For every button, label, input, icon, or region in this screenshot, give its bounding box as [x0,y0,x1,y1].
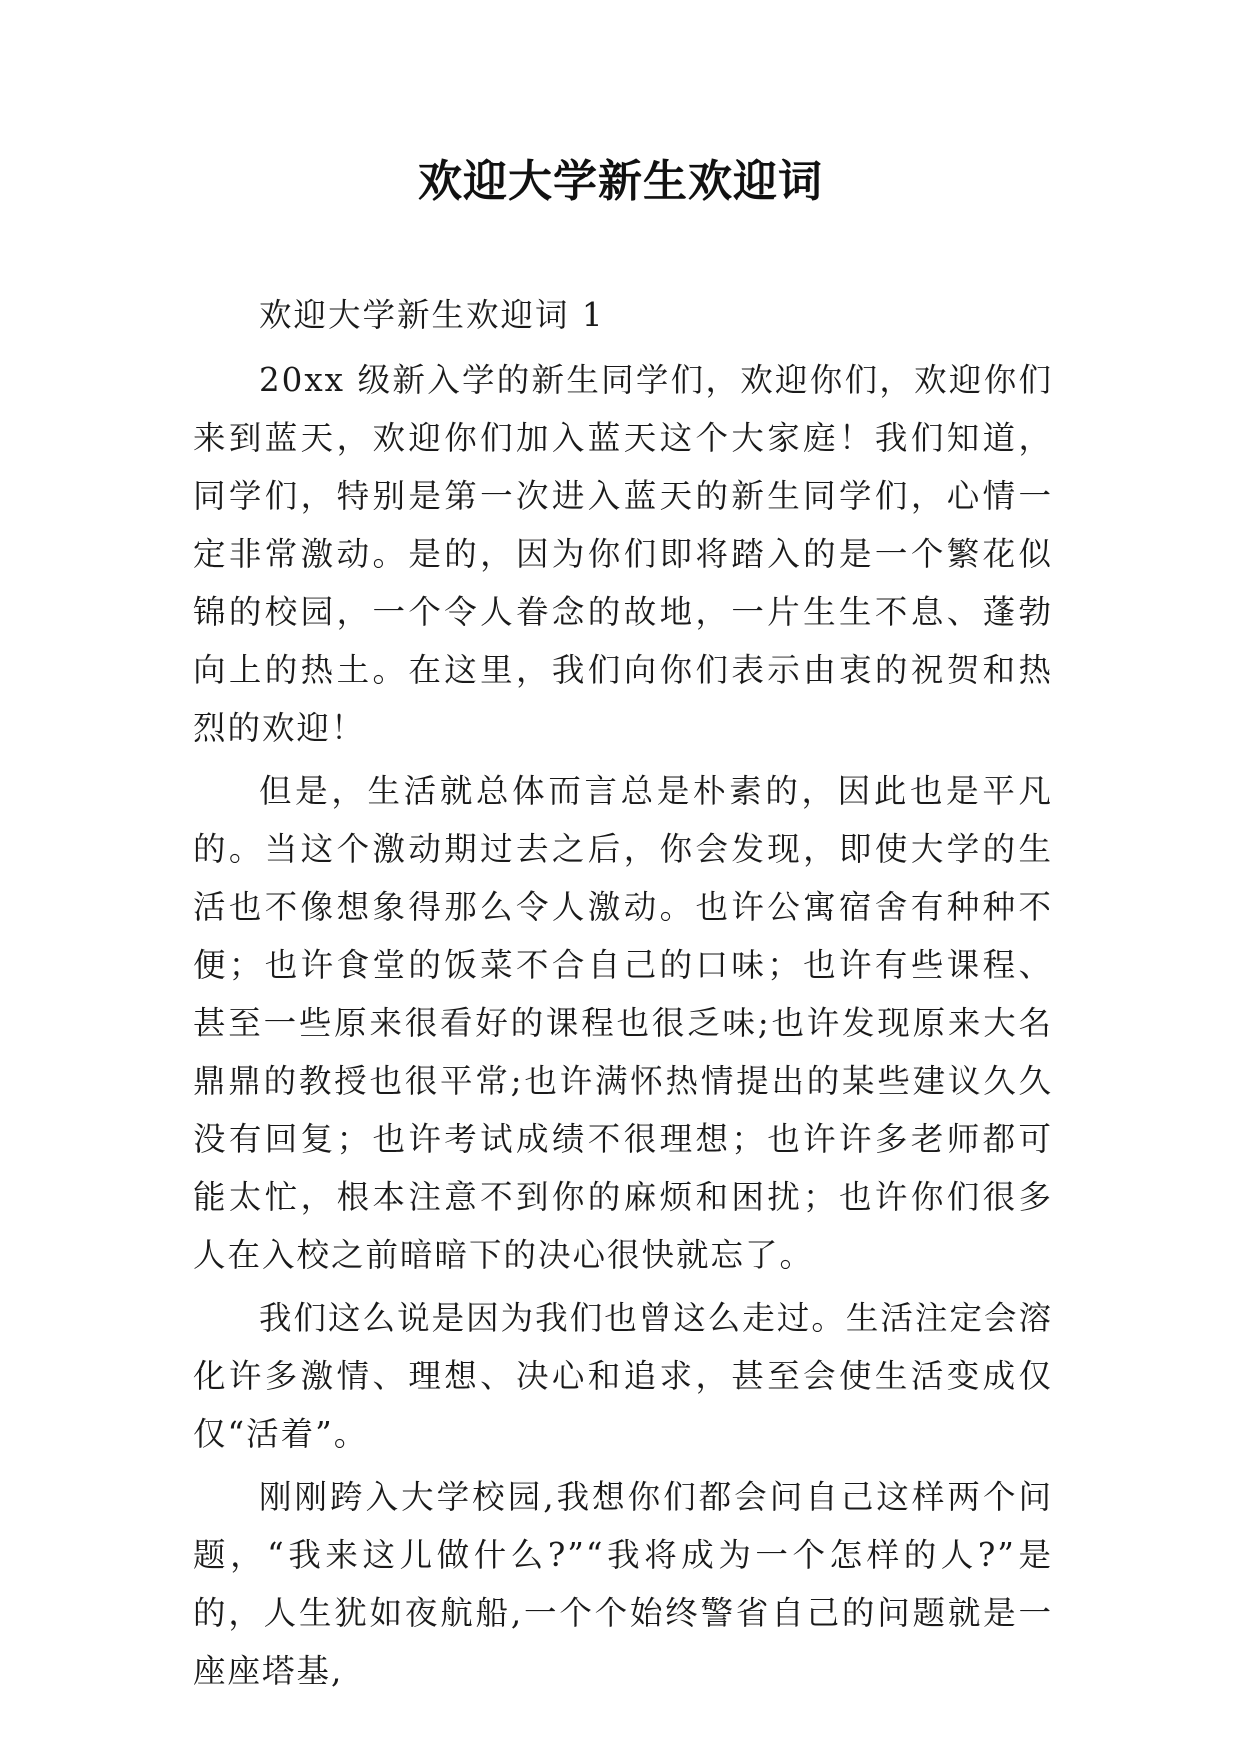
paragraph-ordinary-life: 但是，生活就总体而言总是朴素的，因此也是平凡的。当这个激动期过去之后，你会发现，即使大学的生活也不像想象得那么令人激动。也许公寓宿舍有种种不便；也许食堂的饭菜不合自己的口味；也许有些课程、甚至一些原来很看好的课程也很乏味;也许发现原来大名鼎鼎的教授也很平常;也许满怀热情提出的某些建议久久没有回复；也许考试成绩不很理想；也许许多老师都可能太忙，根本注意不到你的麻烦和困扰；也许你们很多人在入校之前暗暗下的决心很快就忘了。 [193,772,1053,1274]
paragraph-welcome: 20xx 级新入学的新生同学们，欢迎你们，欢迎你们来到蓝天，欢迎你们加入蓝天这个大家庭！我们知道，同学们，特别是第一次进入蓝天的新生同学们，心情一定非常激动。是的，因为你们即将踏入的是一个繁花似锦的校园，一个令人眷念的故地，一片生生不息、蓬勃向上的热土。在这里，我们向你们表示由衷的祝贺和热烈的欢迎！ [193,361,1053,747]
document-body [193,286,1053,1705]
paragraph-questions: 刚刚跨入大学校园,我想你们都会问自己这样两个问题，“我来这儿做什么?”“我将成为一个怎样的人?”是的，人生犹如夜航船,一个个始终警省自己的问题就是一座座塔基, [193,1478,1053,1690]
paragraph-experience: 我们这么说是因为我们也曾这么走过。生活注定会溶化许多激情、理想、决心和追求，甚至会使生活变成仅仅“活着”。 [193,1299,1053,1453]
document-title: 欢迎大学新生欢迎词 [418,156,823,207]
section-heading: 欢迎大学新生欢迎词 1 [259,296,605,334]
